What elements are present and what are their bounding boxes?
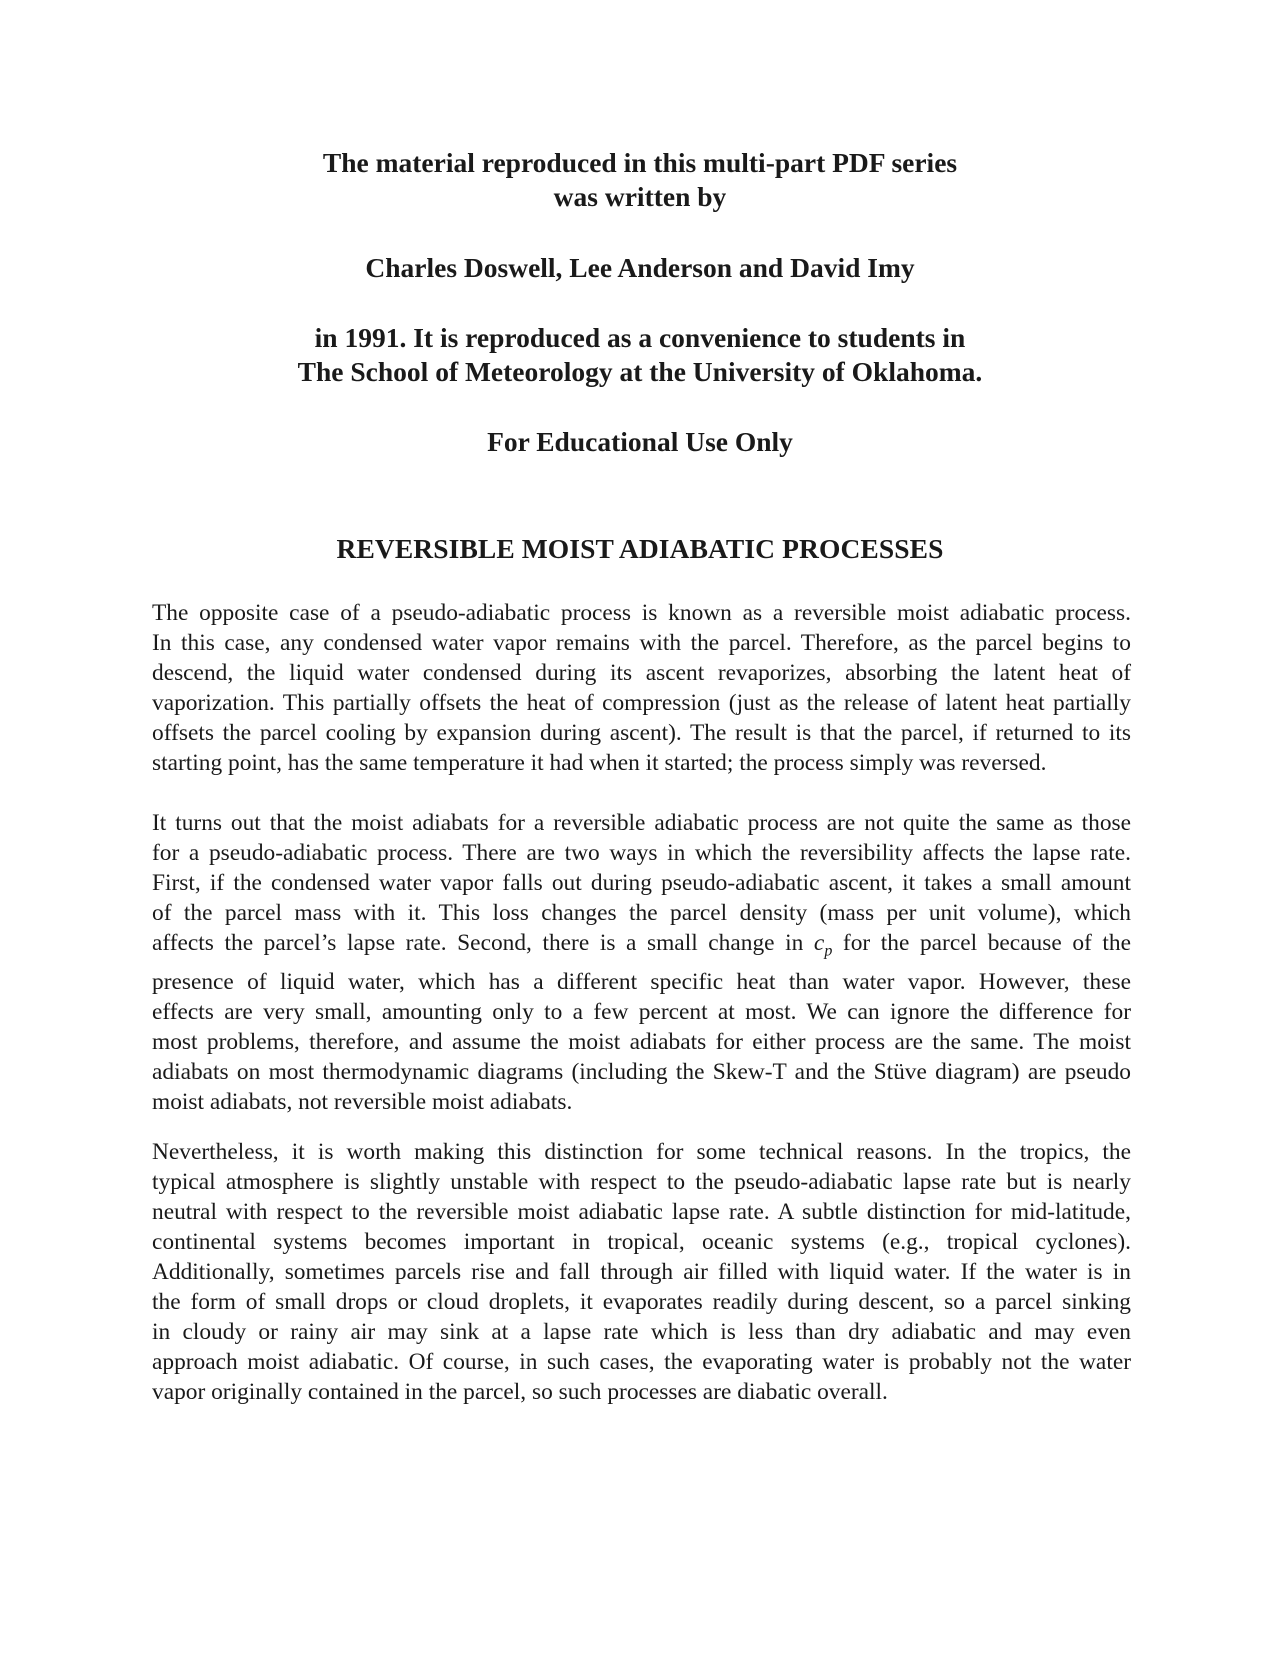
text-line: in cloudy or rainy air may sink at a lapse rate which is less than dry adiabatic and may even [152,1319,1131,1345]
notice-line: The material reproduced in this multi-part PDF series [322,147,958,178]
reproduction-purpose [0,321,1280,389]
text-line: of the parcel mass with it. This loss changes the parcel density (mass per unit volume), which [152,900,1131,926]
text-line: First, if the condensed water vapor falls out during pseudo-adiabatic ascent, it takes a small amount [152,870,1131,896]
text-line: approach moist adiabatic. Of course, in such cases, the evaporating water is probably not the water [152,1349,1131,1375]
text-line: typical atmosphere is slightly unstable with respect to the pseudo-adiabatic lapse rate but is nearly [152,1169,1131,1195]
cp-symbol: c [813,930,825,956]
text-line: Additionally, sometimes parcels rise and fall through air filled with liquid water. If the water is in [152,1259,1131,1285]
reproduction-notice [0,146,1280,214]
paragraph-1 [152,598,1131,778]
text-line: presence of liquid water, which has a different specific heat than water vapor. However, these [152,968,1131,995]
text-fragment: for the parcel because of the [832,930,1131,956]
paragraph-3 [152,1137,1131,1407]
authors-line [0,251,1280,285]
paragraph-2 [152,808,1131,1117]
section-title: REVERSIBLE MOIST ADIABATIC PROCESSES [336,533,944,564]
text-fragment: affects the parcel’s lapse rate. Second, there is a small change in [152,930,814,956]
text-line: vaporization. This partially offsets the heat of compression (just as the release of latent heat partially [152,690,1131,716]
text-line: Nevertheless, it is worth making this distinction for some technical reasons. In the tropics, the [152,1139,1131,1165]
text-line: effects are very small, amounting only to a few percent at most. We can ignore the difference for [152,998,1131,1025]
text-line: continental systems becomes important in tropical, oceanic systems (e.g., tropical cyclones). [152,1229,1131,1255]
cp-subscript: p [824,942,833,960]
text-line: It turns out that the moist adiabats for a reversible adiabatic process are not quite the same as those [152,810,1131,836]
text-line: vapor originally contained in the parcel, so such processes are diabatic overall. [152,1379,888,1405]
text-line: In this case, any condensed water vapor remains with the parcel. Therefore, as the parcel begins to [152,630,1131,656]
text-line: the form of small drops or cloud droplets, it evaporates readily during descent, so a parcel sinking [152,1289,1131,1315]
educational-use-text: For Educational Use Only [487,426,793,457]
text-line-with-cp [152,928,1131,967]
text-line: adiabats on most thermodynamic diagrams (including the Skew-T and the Stüve diagram) are pseudo [152,1058,1131,1085]
text-line: for a pseudo-adiabatic process. There are two ways in which the reversibility affects the lapse rate. [152,840,1131,866]
notice-line: in 1991. It is reproduced as a convenience to students in [314,322,966,353]
notice-line: The School of Meteorology at the University of Oklahoma. [297,356,983,387]
text-line: The opposite case of a pseudo-adiabatic process is known as a reversible moist adiabatic process. [152,600,1131,626]
text-line: descend, the liquid water condensed during its ascent revaporizes, absorbing the latent heat of [152,660,1131,686]
educational-use-notice [0,425,1280,459]
authors-text: Charles Doswell, Lee Anderson and David Imy [365,252,915,283]
text-line: offsets the parcel cooling by expansion during ascent). The result is that the parcel, if returned to its [152,720,1131,746]
text-line: starting point, has the same temperature it had when it started; the process simply was reversed. [152,750,1047,776]
text-line: moist adiabats, not reversible moist adiabats. [152,1088,573,1115]
text-line: most problems, therefore, and assume the moist adiabats for either process are the same. The moist [152,1028,1131,1055]
notice-line: was written by [553,181,727,212]
text-line: neutral with respect to the reversible moist adiabatic lapse rate. A subtle distinction for mid-latitude, [152,1199,1131,1225]
